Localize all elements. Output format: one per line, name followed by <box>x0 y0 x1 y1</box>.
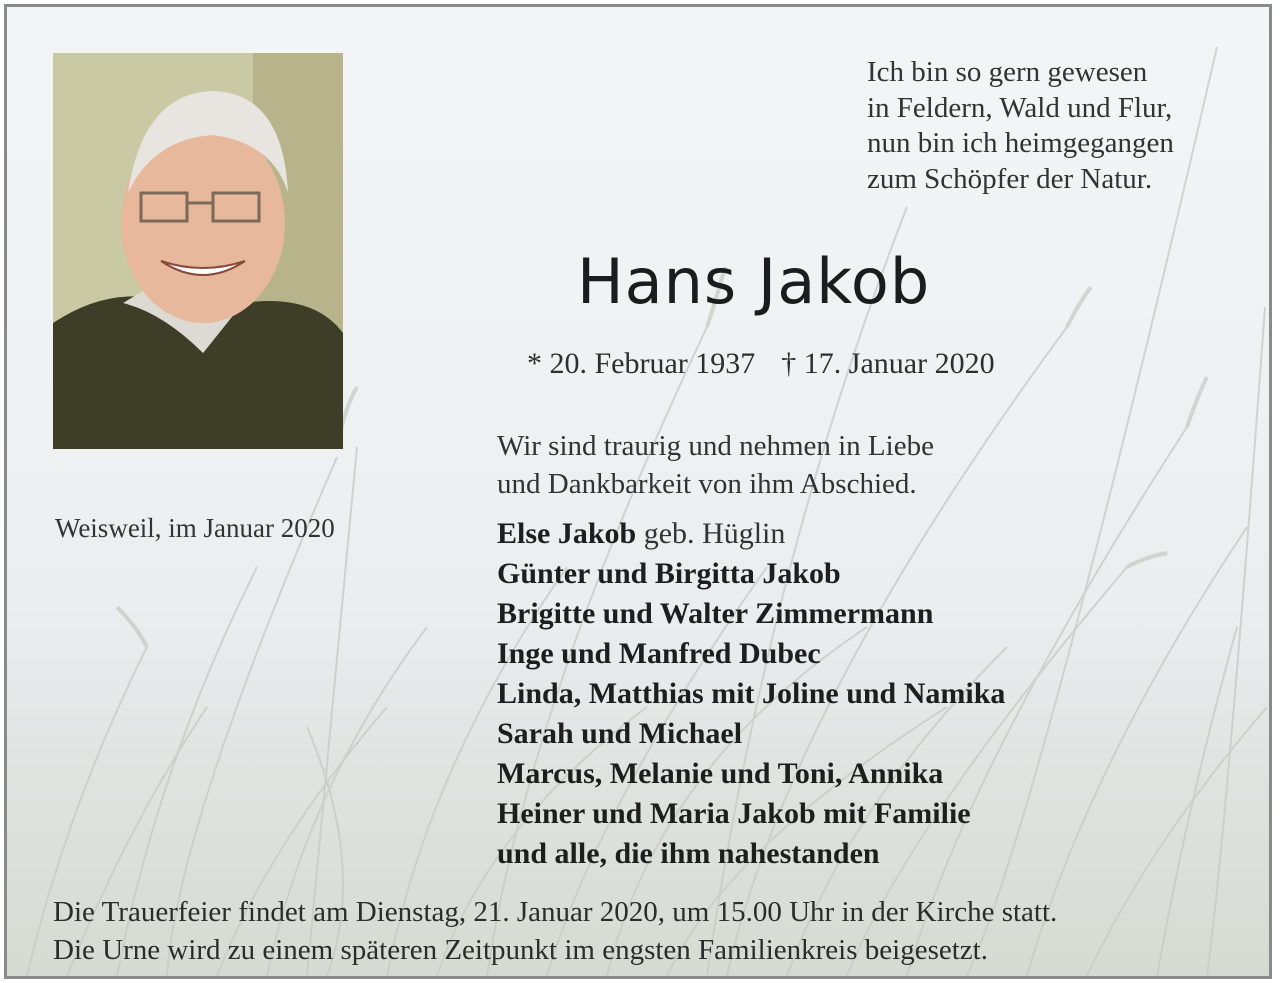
life-dates <box>527 347 995 381</box>
place-date: Weisweil, im Januar 2020 <box>55 513 335 543</box>
mourner-entry: Inge und Manfred Dubec <box>497 637 821 670</box>
poem-line: Ich bin so gern gewesen <box>867 56 1148 88</box>
obituary-card <box>4 4 1272 979</box>
mourner-entry: Sarah und Michael <box>497 717 743 750</box>
portrait-photo <box>53 53 343 449</box>
mourner-entry: Heiner und Maria Jakob mit Familie <box>497 797 971 830</box>
farewell-text <box>497 427 934 503</box>
mourner-entry: Günter und Birgitta Jakob <box>497 557 841 590</box>
poem-line: in Feldern, Wald und Flur, <box>867 91 1173 124</box>
mourners-list <box>497 514 1005 874</box>
funeral-notice-line: Die Urne wird zu einem späteren Zeitpunkt im engsten Familienkreis beigesetzt. <box>53 934 988 966</box>
mourner-entry: Marcus, Melanie und Toni, Annika <box>497 757 944 790</box>
mourner-entry <box>497 514 1005 554</box>
poem-line: nun bin ich heimgegangen <box>867 127 1174 159</box>
deceased-name: Hans Jakob <box>577 245 931 318</box>
mourner-entry: Brigitte und Walter Zimmermann <box>497 597 934 630</box>
mourner-name: Else Jakob <box>497 517 637 550</box>
mourner-entry: Linda, Matthias mit Joline und Namika <box>497 677 1006 710</box>
farewell-line: Wir sind traurig und nehmen in Liebe <box>497 430 934 462</box>
maiden-name: geb. Hüglin <box>643 517 786 550</box>
funeral-notice-line: Die Trauerfeier findet am Dienstag, 21. Januar 2020, um 15.00 Uhr in der Kirche statt. <box>53 896 1058 928</box>
birth-date: * 20. Februar 1937 <box>527 347 756 380</box>
mourner-entry: und alle, die ihm nahestanden <box>497 837 880 870</box>
farewell-line: und Dankbarkeit von ihm Abschied. <box>497 468 917 500</box>
poem-line: zum Schöpfer der Natur. <box>867 162 1153 195</box>
death-date: † 17. Januar 2020 <box>781 347 995 380</box>
funeral-notice <box>53 893 1057 969</box>
poem <box>867 55 1174 197</box>
